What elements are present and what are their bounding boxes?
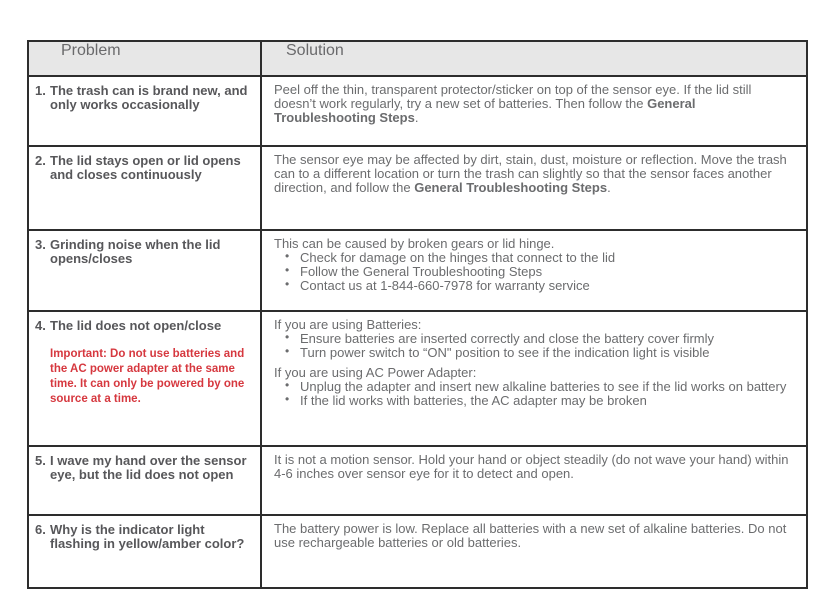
solution-paragraph: The sensor eye may be affected by dirt, stain, dust, moisture or reflection. Move the trash can to a different location or turn the trash can slightly so that the sensor faces another direction, and follow the General Troubleshooting Steps. bbox=[274, 152, 787, 196]
table-header bbox=[28, 41, 807, 76]
solution-paragraph: It is not a motion sensor. Hold your hand or object steadily (do not wave your hand) within 4-6 inches over sensor eye for it to detect and open. bbox=[274, 452, 789, 482]
problem-cell bbox=[28, 146, 261, 230]
solution-cell bbox=[261, 76, 807, 146]
problem-number: 4. bbox=[35, 318, 46, 333]
problem-number: 2. bbox=[35, 153, 46, 168]
solution-paragraph: Peel off the thin, transparent protector/sticker on top of the sensor eye. If the lid still doesn’t work regularly, try a new set of batteries. Then follow the General Troubleshooting Steps. bbox=[274, 82, 752, 126]
problem-cell bbox=[28, 230, 261, 311]
problem-cell bbox=[28, 76, 261, 146]
problem-text: The trash can is brand new, and only works occasionally bbox=[50, 83, 248, 113]
solution-bullet-item: • Unplug the adapter and insert new alkaline batteries to see if the lid works on battery bbox=[285, 380, 796, 394]
solution-cell bbox=[261, 146, 807, 230]
solution-paragraph: If you are using AC Power Adapter: bbox=[274, 365, 477, 381]
problem-number: 6. bbox=[35, 522, 46, 537]
problem-cell bbox=[28, 446, 261, 515]
table-row bbox=[28, 146, 807, 230]
important-note: Important: Do not use batteries and the AC power adapter at the same time. It can only be powered by one source at a time. bbox=[50, 348, 245, 406]
solution-cell bbox=[261, 446, 807, 515]
problem-cell bbox=[28, 311, 261, 446]
solution-column-header: Solution bbox=[261, 41, 807, 76]
solution-paragraph: The battery power is low. Replace all batteries with a new set of alkaline batteries. Do not use rechargeable batteries or old batteries. bbox=[274, 521, 787, 551]
solution-bullet-item: • Follow the General Troubleshooting Steps bbox=[285, 265, 796, 279]
solution-bullet-item: • Turn power switch to “ON" position to see if the indication light is visible bbox=[285, 346, 796, 360]
solution-bullet-item: • Ensure batteries are inserted correctly and close the battery cover firmly bbox=[285, 332, 796, 346]
solution-bullet-item: • Check for damage on the hinges that connect to the lid bbox=[285, 251, 796, 265]
solution-bullet-list bbox=[274, 251, 796, 293]
problem-text: Grinding noise when the lid opens/closes bbox=[50, 237, 221, 267]
solution-paragraph: This can be caused by broken gears or lid hinge. bbox=[274, 236, 555, 251]
solution-bullet-list bbox=[274, 332, 796, 360]
problem-cell bbox=[28, 515, 261, 588]
problem-text: I wave my hand over the sensor eye, but the lid does not open bbox=[50, 453, 247, 483]
troubleshooting-table bbox=[27, 40, 808, 589]
solution-cell bbox=[261, 515, 807, 588]
problem-column-header: Problem bbox=[28, 41, 261, 76]
solution-bullet-list bbox=[274, 380, 796, 408]
table-row bbox=[28, 446, 807, 515]
problem-number: 1. bbox=[35, 83, 46, 98]
problem-text: The lid does not open/close bbox=[50, 318, 222, 333]
solution-cell bbox=[261, 230, 807, 311]
solution-cell bbox=[261, 311, 807, 446]
solution-bullet-item: • If the lid works with batteries, the AC adapter may be broken bbox=[285, 394, 796, 408]
table-body bbox=[28, 76, 807, 588]
problem-text: The lid stays open or lid opens and closes continuously bbox=[50, 153, 241, 183]
table-row bbox=[28, 230, 807, 311]
problem-text: Why is the indicator light flashing in yellow/amber color? bbox=[50, 522, 245, 552]
table-row bbox=[28, 515, 807, 588]
solution-paragraph: If you are using Batteries: bbox=[274, 317, 422, 332]
problem-number: 3. bbox=[35, 237, 46, 252]
problem-number: 5. bbox=[35, 453, 46, 468]
solution-bullet-item: • Contact us at 1-844-660-7978 for warranty service bbox=[285, 279, 796, 293]
table-row bbox=[28, 76, 807, 146]
table-row bbox=[28, 311, 807, 446]
